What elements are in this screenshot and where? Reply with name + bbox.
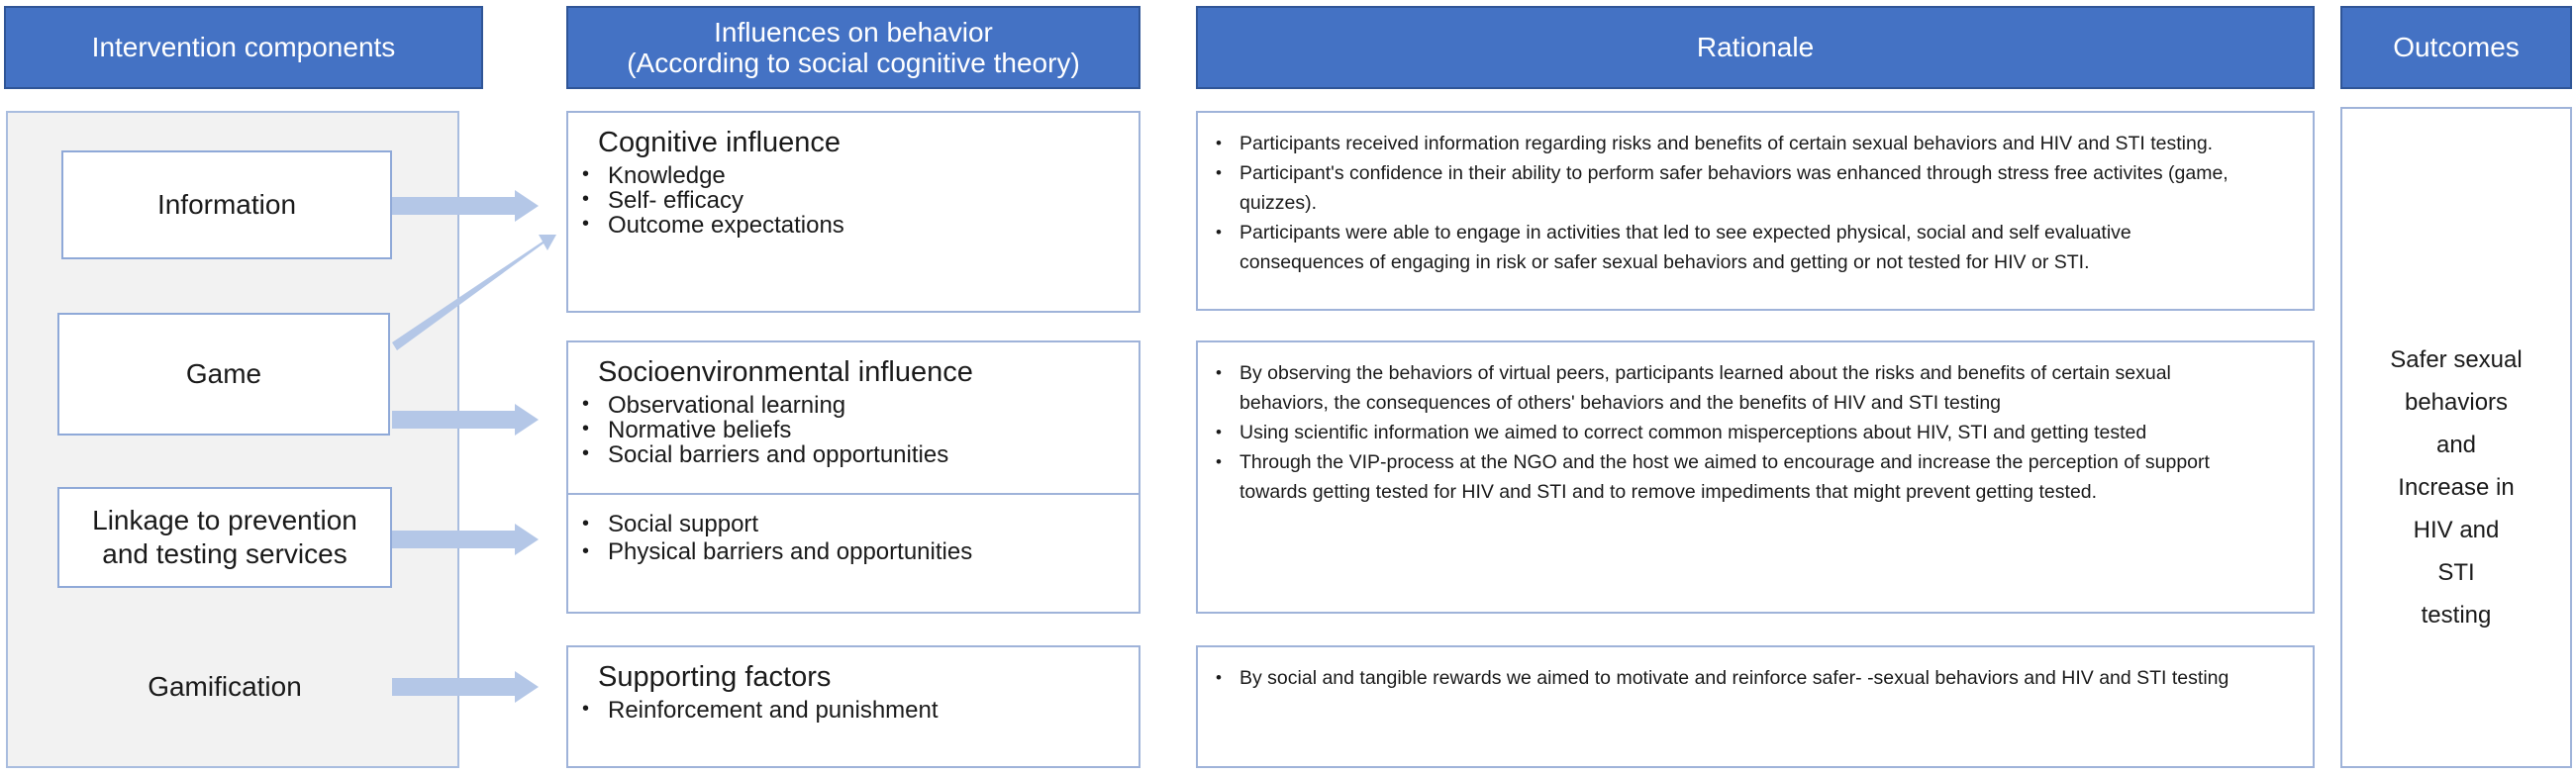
outcomes-line: Safer sexual <box>2390 346 2523 373</box>
rationale-list-supporting <box>1198 663 2233 693</box>
list-item: • Social barriers and opportunities <box>608 442 1139 467</box>
header-outcomes-label: Outcomes <box>2393 32 2520 63</box>
socioenvironmental-support-list <box>568 511 972 566</box>
component-game-label: Game <box>185 358 262 390</box>
list-item: • Using scientific information we aimed to correct common misperceptions about HIV, STI and getting tested <box>1239 418 2233 447</box>
header-intervention-components-label: Intervention components <box>91 32 396 63</box>
list-item: • Reinforcement and punishment <box>608 698 1139 723</box>
header-rationale <box>1196 6 2315 89</box>
list-item: • Normative beliefs <box>608 418 1139 442</box>
header-outcomes <box>2340 6 2572 89</box>
component-game <box>57 313 390 436</box>
outcomes-box <box>2340 107 2572 768</box>
list-item: • Self- efficacy <box>608 188 1139 213</box>
component-linkage-line1: Linkage to prevention <box>92 505 357 536</box>
outcomes-text <box>2342 339 2570 636</box>
component-linkage-line2: and testing services <box>102 538 347 569</box>
component-information-label: Information <box>156 189 297 221</box>
outcomes-line: and <box>2435 432 2477 458</box>
outcomes-line: Increase in <box>2398 474 2515 501</box>
rationale-box-supporting <box>1196 645 2315 768</box>
list-item: • By social and tangible rewards we aimed to motivate and reinforce safer- -sexual behaviors and HIV and STI testing <box>1239 663 2233 693</box>
outcomes-line: testing <box>2421 602 2492 629</box>
header-intervention-components <box>4 6 483 89</box>
socioenvironmental-influence-title: Socioenvironmental influence <box>598 356 973 388</box>
outcomes-line: HIV and <box>2413 517 2500 543</box>
list-item: • Social support <box>608 511 972 538</box>
outcomes-line: STI <box>2437 559 2475 586</box>
list-item: • Knowledge <box>608 163 1139 188</box>
list-item: • Through the VIP-process at the NGO and the host we aimed to encourage and increase the perception of support towards getting tested for HIV and STI and to remove impediments that might prevent getting tested. <box>1239 447 2233 507</box>
component-linkage <box>57 487 392 588</box>
cognitive-influence-box <box>566 111 1140 313</box>
rationale-list-cognitive <box>1198 129 2233 277</box>
supporting-factors-box <box>566 645 1140 768</box>
outcomes-line: behaviors <box>2404 389 2509 416</box>
component-gamification <box>57 657 392 717</box>
cognitive-influence-title: Cognitive influence <box>598 127 842 158</box>
list-item: • Participant's confidence in their ability to perform safer behaviors was enhanced through stress free activites (game, quizzes). <box>1239 158 2233 218</box>
list-item: • Observational learning <box>608 393 1139 418</box>
supporting-factors-list <box>568 698 1139 723</box>
socioenvironmental-influence-list <box>568 393 1139 467</box>
header-influences-on-behavior <box>566 6 1140 89</box>
rationale-box-cognitive <box>1196 111 2315 311</box>
cognitive-influence-list <box>568 163 1139 238</box>
component-information <box>61 150 392 259</box>
list-item: • Outcome expectations <box>608 213 1139 238</box>
list-item: • Participants received information regarding risks and benefits of certain sexual behaviors and HIV and STI testing. <box>1239 129 2233 158</box>
rationale-box-socioenvironmental <box>1196 340 2315 614</box>
rationale-list-socioenvironmental <box>1198 358 2233 507</box>
socioenvironmental-influence-box <box>566 340 1140 614</box>
socioenvironmental-divider <box>568 493 1139 495</box>
header-influences-line2: (According to social cognitive theory) <box>627 48 1080 78</box>
list-item: • By observing the behaviors of virtual peers, participants learned about the risks and benefits of certain sexual behaviors, the consequences of others' behaviors and the benefits of HIV and STI testing <box>1239 358 2233 418</box>
component-gamification-label: Gamification <box>148 671 302 703</box>
list-item: • Participants were able to engage in activities that led to see expected physical, social and self evaluative consequences of engaging in risk or safer sexual behaviors and getting or not tested for HIV or STI. <box>1239 218 2233 277</box>
header-rationale-label: Rationale <box>1696 32 1815 63</box>
list-item: • Physical barriers and opportunities <box>608 538 972 566</box>
supporting-factors-title: Supporting factors <box>598 661 832 693</box>
header-influences-line1: Influences on behavior <box>714 16 993 48</box>
